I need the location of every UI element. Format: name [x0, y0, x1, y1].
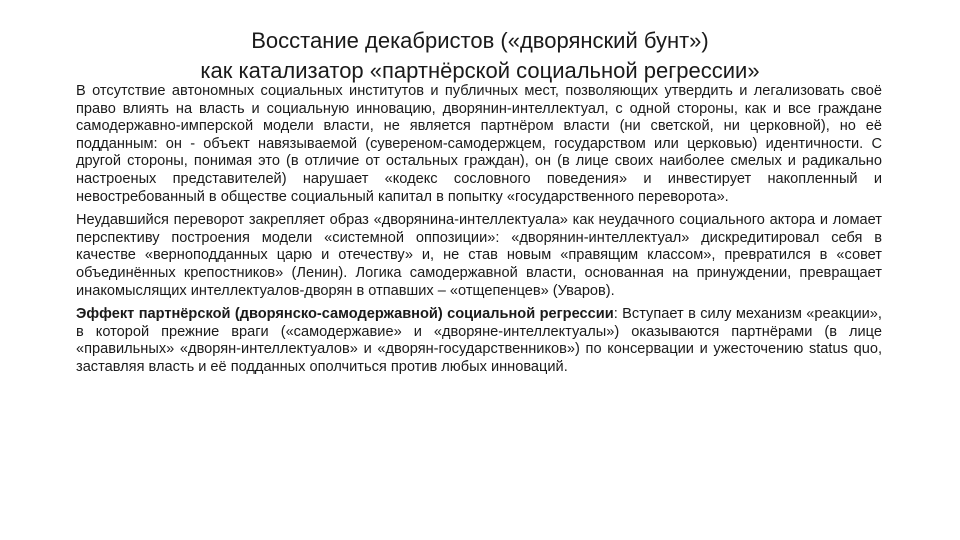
paragraph-decembrists-context: В отсутствие автономных социальных институтов и публичных мест, позволяющих утвердить и легализовать своё право влиять на власть и социальную инновацию, дворянин-интеллектуал, с одной стороны, как и все граждане самодержавно-имперской модели власти, не является партнёром власти (ни светской, ни церковной), но её подданным: он - объект навязываемой (сувереном-самодержцем, государством или церковью) идентичности. С другой стороны, понимая это (в отличие от остальных граждан), он (в лице своих наиболее смелых и радикально настроеных представителей) нарушает «кодекс сословного поведения» и инвестирует накопленный и невостребованный в обществе социальный капитал в попытку «государственного переворота». [76, 83, 882, 205]
paragraph-regression-effect-heading: Эффект партнёрской (дворянско-самодержавной) социальной регрессии [76, 306, 614, 323]
slide-title-line1: Восстание декабристов («дворянский бунт») [251, 28, 709, 53]
paragraph-regression-effect [76, 306, 882, 376]
slide-body [76, 83, 882, 383]
slide-title [60, 26, 900, 86]
slide-title-line2: как катализатор «партнёрской социальной регрессии» [200, 58, 760, 83]
paragraph-failed-coup: Неудавшийся переворот закрепляет образ «дворянина-интеллектуала» как неудачного социального актора и ломает перспективу построения модели «системной оппозиции»: «дворянин-интеллектуал» дискредитировал себя в качестве «верноподданных царю и отечеству» и, не став новым «правящим классом», превратился в «совет объединённых крепостников» (Ленин). Логика самодержавной власти, основанная на принуждении, превращает инакомыслящих интеллектуалов-дворян в отпавших – «отщепенцев» (Уваров). [76, 212, 882, 299]
paragraph-regression-effect-text: : Вступает в силу механизм «реакции», в которой прежние враги («самодержавие» и «дворяне-интеллектуалы») оказываются партнёрами (в лице «правильных» «дворян-интеллектуалов» и «дворян-государственников») по консервации и ужесточению status quo, заставляя власть и её подданных ополчиться против любых инноваций. [76, 306, 882, 375]
